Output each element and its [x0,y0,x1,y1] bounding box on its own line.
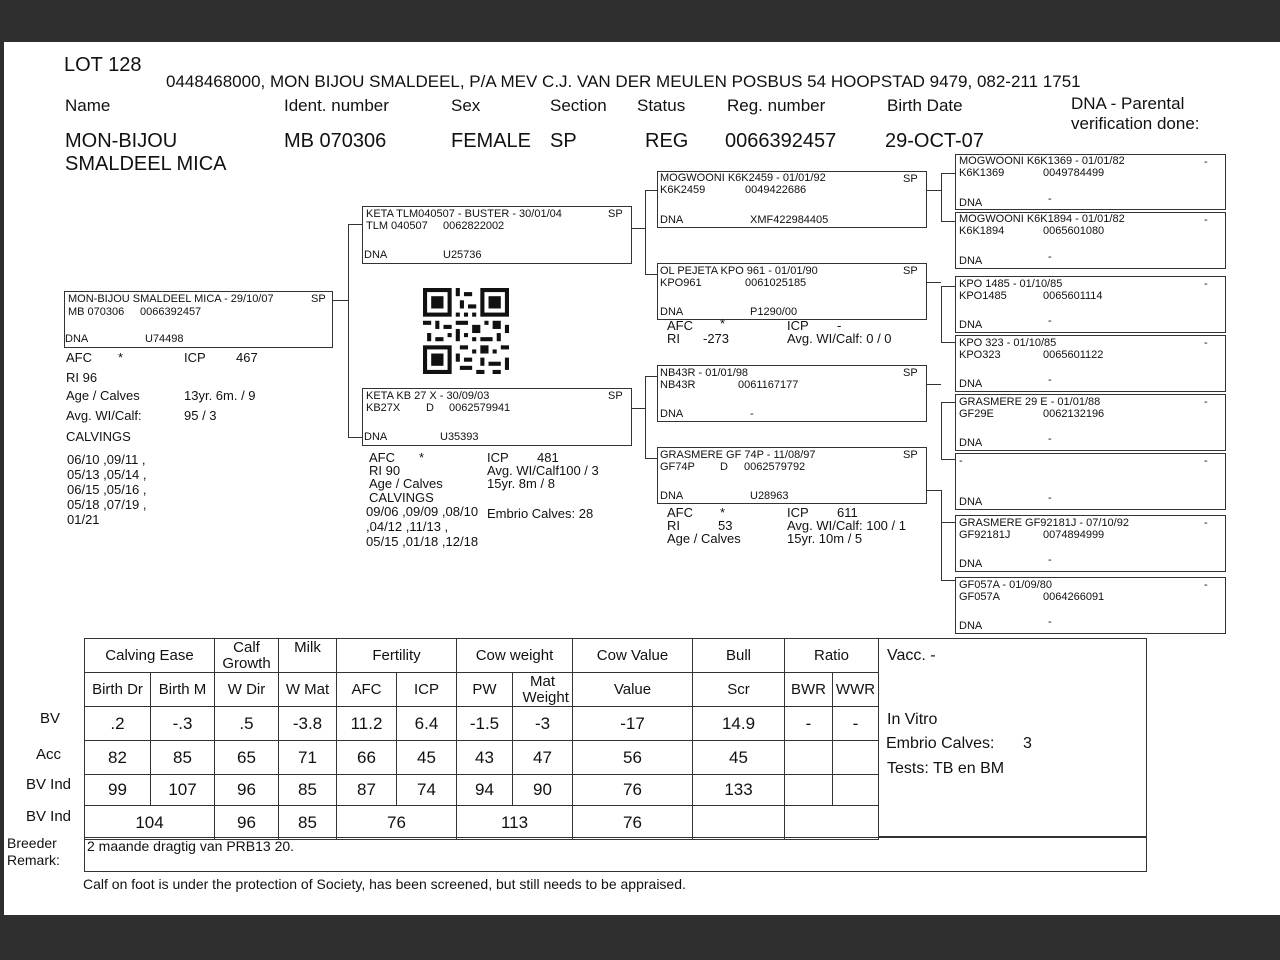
self-calving-3: 06/15 ,05/16 , [67,482,147,497]
sire-sp: SP [608,208,623,220]
dam-box [362,388,632,446]
bvind-cell [833,775,879,806]
bv-cell: .5 [215,707,279,741]
self-sp: SP [311,293,326,305]
self-icp-val: 467 [236,350,258,365]
bv-cell: 14.9 [693,707,785,741]
connector [632,228,645,229]
bv-cell: -.3 [151,707,215,741]
embrio-value: 3 [1023,735,1032,752]
row-label-acc: Acc [36,746,62,763]
connector [941,173,942,221]
ggp1-dna-label: DNA [959,197,983,209]
ggp1-dash: - [1204,156,1208,168]
qr-code [423,288,509,374]
breeding-values-table [84,638,879,840]
dam-calving-1: 09/06 ,09/09 ,08/10 [366,504,479,519]
gp4-dna-label: DNA [660,490,684,502]
bv-cell: -17 [573,707,693,741]
self-id: MB 070306 [68,306,125,318]
animal-name-2: SMALDEEL MICA [65,153,227,175]
connector [941,342,955,343]
gp1-dna-label: DNA [660,214,684,226]
ggp5-reg: 0062132196 [1043,408,1105,420]
ggp8-reg: 0064266091 [1043,591,1105,603]
bvind-cell: 94 [457,775,513,806]
gp2-id: KPO961 [660,277,702,289]
self-afc-label: AFC [66,350,92,365]
gp4-age-label: Age / Calves [667,531,741,546]
gp-box-1 [657,171,927,228]
dam-id: KB27X [366,402,401,414]
connector [645,376,657,377]
ggp4-dna-label: DNA [959,378,983,390]
ggp1-reg: 0049784499 [1043,167,1105,179]
gp4-d: D [720,461,728,473]
gp2-sp: SP [903,265,918,277]
gp2-dna-code: P1290/00 [750,306,798,318]
ggp7-reg: 0074894999 [1043,529,1105,541]
gp3-sp: SP [903,367,918,379]
remark-label-1: Breeder [7,835,57,851]
ggp-box-5 [955,394,1226,451]
group-milk: Milk [279,639,337,673]
remark-box [84,837,1147,872]
bvind2-cell: 76 [573,806,693,840]
connector [941,580,955,581]
ggp6-dna-code: - [1048,492,1052,504]
gp4-icp-val: 611 [837,505,858,520]
dam-afc-label: AFC [369,450,395,465]
connector [941,459,955,460]
acc-cell: 71 [279,741,337,775]
bvind2-cell: 104 [85,806,215,840]
gp4-afc-label: AFC [667,505,693,520]
ggp3-dash: - [1204,278,1208,290]
acc-cell: 56 [573,741,693,775]
gp2-title: OL PEJETA KPO 961 - 01/01/90 [660,265,818,277]
self-calving-2: 05/13 ,05/14 , [67,467,147,482]
gp2-wi: Avg. WI/Calf: 0 / 0 [787,331,892,346]
remark-label-2: Remark: [7,852,60,868]
group-calf-growth [215,639,279,673]
animal-name-1: MON-BIJOU [65,130,178,152]
row-label-bv: BV [40,710,61,727]
bvind2-cell [693,806,785,840]
bvind-cell: 85 [279,775,337,806]
gp-box-2 [657,263,927,320]
subhead-birth-m: Birth M [151,673,215,707]
animal-birth: 29-OCT-07 [885,130,984,152]
bvind2-cell: 113 [457,806,573,840]
bv-cell: -3 [513,707,573,741]
acc-cell [785,741,833,775]
self-calving-5: 01/21 [67,512,100,527]
connector [645,190,657,191]
ggp5-title: GRASMERE 29 E - 01/01/88 [959,396,1101,408]
subhead-w-dir: W Dir [215,673,279,707]
ggp3-reg: 0065601114 [1043,290,1103,302]
bv-cell: - [833,707,879,741]
gp2-dna-label: DNA [660,306,684,318]
connector [927,490,941,491]
connector [941,286,942,342]
ggp5-id: GF29E [959,408,994,420]
connector [333,300,348,301]
group-calf-growth-label: Calf Growth [222,638,271,672]
gp1-id: K6K2459 [660,184,706,196]
connector [941,173,955,174]
group-ratio: Ratio [785,639,879,673]
dam-age-label: Age / Calves [369,476,443,491]
group-cow-value: Cow Value [573,639,693,673]
ggp7-title: GRASMERE GF92181J - 07/10/92 [959,517,1129,529]
dam-wi: Avg. WI/Calf100 / 3 [487,463,599,478]
group-calving-ease: Calving Ease [85,639,215,673]
ggp6-dna-label: DNA [959,496,983,508]
bvind-cell: 74 [397,775,457,806]
acc-cell: 82 [85,741,151,775]
bv-cell: 11.2 [337,707,397,741]
gp2-icp-label: ICP [787,318,809,333]
ggp6-dash: - [1204,455,1208,467]
group-fertility: Fertility [337,639,457,673]
gp4-age-val: 15yr. 10m / 5 [787,531,863,546]
subhead-birth-dr: Birth Dr [85,673,151,707]
subhead-mat-weight [513,673,573,707]
connector [927,282,941,283]
connector [348,437,363,438]
ggp-box-4 [955,335,1226,392]
sire-dna-code: U25736 [443,249,482,261]
ggp4-dash: - [1204,337,1208,349]
self-wi-label: Avg. WI/Calf: [66,408,142,423]
gp1-sp: SP [903,173,918,185]
gp4-afc-val: * [720,505,726,520]
ggp2-title: MOGWOONI K6K1894 - 01/01/82 [959,213,1125,225]
bvind-cell: 90 [513,775,573,806]
ggp2-dna-code: - [1048,251,1052,263]
bvind2-cell: 96 [215,806,279,840]
gp1-dna-code: XMF422984405 [750,214,829,226]
label-ident: Ident. number [284,96,389,115]
ggp6-title: - [959,455,963,467]
dam-icp-val: 481 [537,450,559,465]
bvind-cell: 76 [573,775,693,806]
dam-afc-val: * [419,450,425,465]
subhead-pw: PW [457,673,513,707]
connector [645,458,657,459]
ggp7-dna-code: - [1048,554,1052,566]
subhead-bwr: BWR [785,673,833,707]
acc-cell [833,741,879,775]
ggp1-id: K6K1369 [959,167,1005,179]
gp4-reg: 0062579792 [744,461,806,473]
subhead-icp: ICP [397,673,457,707]
dam-dna-label: DNA [364,431,388,443]
ggp-box-6 [955,453,1226,510]
tests-text: Tests: TB en BM [887,760,1005,777]
gp3-reg: 0061167177 [738,379,799,391]
gp4-wi: Avg. WI/Calf: 100 / 1 [787,518,906,533]
ggp7-dna-label: DNA [959,558,983,570]
connector [941,522,955,523]
ggp2-dna-label: DNA [959,255,983,267]
gp1-title: MOGWOONI K6K2459 - 01/01/92 [660,172,826,184]
gp2-ri-label: RI [667,331,680,346]
dam-sp: SP [608,390,623,402]
side-panel [878,638,1147,837]
connector [941,402,955,403]
dam-reg: 0062579941 [449,402,511,414]
ggp2-dash: - [1204,214,1208,226]
ggp3-title: KPO 1485 - 01/10/85 [959,278,1063,290]
self-calving-4: 05/18 ,07/19 , [67,497,147,512]
ggp2-reg: 0065601080 [1043,225,1105,237]
ggp5-dna-label: DNA [959,437,983,449]
ggp8-dna-code: - [1048,616,1052,628]
dam-dna-code: U35393 [440,431,479,443]
gp-box-4 [657,447,927,504]
ggp-box-1 [955,154,1226,210]
ggp8-dash: - [1204,579,1208,591]
connector [927,384,941,385]
bv-cell: -1.5 [457,707,513,741]
label-section: Section [550,96,607,115]
ggp8-dna-label: DNA [959,620,983,632]
group-bull: Bull [693,639,785,673]
in-vitro-text: In Vitro [887,711,938,728]
ggp7-dash: - [1204,517,1208,529]
connector [941,402,942,459]
subhead-scr: Scr [693,673,785,707]
gp3-id: NB43R [660,379,696,391]
gp3-dna-label: DNA [660,408,684,420]
animal-reg: 0066392457 [725,130,837,152]
connector [348,224,363,225]
ggp3-dna-code: - [1048,315,1052,327]
connector [941,490,942,580]
sire-dna-label: DNA [364,249,388,261]
self-dna-label: DNA [65,333,89,345]
bvind2-cell: 85 [279,806,337,840]
pedigree-sheet [4,42,1280,915]
label-status: Status [637,96,686,115]
gp3-dna-code: - [750,408,754,420]
bv-cell: .2 [85,707,151,741]
bv-cell: 6.4 [397,707,457,741]
connector [348,224,349,437]
self-calvings-label: CALVINGS [66,429,131,444]
ggp4-id: KPO323 [959,349,1001,361]
sire-title: KETA TLM040507 - BUSTER - 30/01/04 [366,208,562,220]
row-label-bvind-2: BV Ind [26,808,72,825]
gp4-ri-label: RI [667,518,680,533]
bvind-cell: 99 [85,775,151,806]
vacc-text: Vacc. - [887,647,936,664]
ggp8-id: GF057A [959,591,1000,603]
subhead-w-mat: W Mat [279,673,337,707]
self-afc-val: * [118,350,124,365]
gp4-ri-val: 53 [718,518,733,533]
ggp1-dna-code: - [1048,193,1052,205]
lot-number: LOT 128 [64,54,142,76]
self-calving-1: 06/10 ,09/11 , [67,452,146,467]
bv-cell: -3.8 [279,707,337,741]
footer-note: Calf on foot is under the protection of Society, has been screened, but still needs to be appraised. [83,876,686,892]
ggp-box-7 [955,515,1226,572]
gp4-id: GF74P [660,461,695,473]
dam-embrio: Embrio Calves: 28 [487,506,594,521]
self-age-val: 13yr. 6m. / 9 [184,388,256,403]
owner-line: 0448468000, MON BIJOU SMALDEEL, P/A MEV C.J. VAN DER MEULEN POSBUS 54 HOOPSTAD 9479, 082-211 1751 [166,72,1081,91]
animal-ident: MB 070306 [284,130,387,152]
ggp4-reg: 0065601122 [1043,349,1104,361]
dam-calving-3: 05/15 ,01/18 ,12/18 [366,534,479,549]
ggp5-dash: - [1204,396,1208,408]
ggp3-id: KPO1485 [959,290,1007,302]
acc-cell: 43 [457,741,513,775]
bvind-cell: 87 [337,775,397,806]
label-sex: Sex [451,96,481,115]
dam-age-val: 15yr. 8m / 8 [487,476,555,491]
sire-id: TLM 040507 [366,220,428,232]
self-box [64,291,333,348]
bvind-cell [785,775,833,806]
ggp8-title: GF057A - 01/09/80 [959,579,1052,591]
bvind-cell: 107 [151,775,215,806]
dam-calving-2: ,04/12 ,11/13 , [366,519,449,534]
connector [645,376,646,458]
animal-sex: FEMALE [451,130,532,152]
embrio-label: Embrio Calves: [886,735,995,752]
connector [927,190,941,191]
ggp4-dna-code: - [1048,374,1052,386]
ggp3-dna-label: DNA [959,319,983,331]
gp2-ri-val: -273 [703,331,730,346]
acc-cell: 65 [215,741,279,775]
self-title: MON-BIJOU SMALDEEL MICA - 29/10/07 [68,293,274,305]
gp2-icp-val: - [837,318,842,333]
ggp4-title: KPO 323 - 01/10/85 [959,337,1057,349]
self-icp-label: ICP [184,350,206,365]
acc-cell: 66 [337,741,397,775]
ggp5-dna-code: - [1048,433,1052,445]
connector [645,274,657,275]
group-cow-weight: Cow weight [457,639,573,673]
acc-cell: 85 [151,741,215,775]
bvind-cell: 133 [693,775,785,806]
ggp2-id: K6K1894 [959,225,1005,237]
self-ri: RI 96 [66,370,98,385]
remark-text: 2 maande dragtig van PRB13 20. [87,838,295,854]
gp-box-3 [657,365,927,422]
row-label-bvind: BV Ind [26,776,72,793]
self-reg: 0066392457 [140,306,202,318]
dam-title: KETA KB 27 X - 30/09/03 [366,390,490,402]
label-dna-2: verification done: [1071,114,1200,133]
dam-calvings-label: CALVINGS [369,490,434,505]
self-dna-code: U74498 [145,333,184,345]
acc-cell: 45 [693,741,785,775]
subhead-value: Value [573,673,693,707]
label-name: Name [65,96,111,115]
label-birth: Birth Date [887,96,963,115]
self-wi-val: 95 / 3 [184,408,217,423]
bvind2-cell: 76 [337,806,457,840]
bvind2-cell [785,806,879,840]
sire-box [362,206,632,264]
gp2-afc-val: * [720,316,726,331]
gp4-title: GRASMERE GF 74P - 11/08/97 [660,449,816,461]
dam-d: D [426,402,434,414]
subhead-mat-weight-label: Mat Weight [522,672,569,706]
gp2-reg: 0061025185 [745,277,807,289]
gp4-icp-label: ICP [787,505,809,520]
ggp1-title: MOGWOONI K6K1369 - 01/01/82 [959,155,1125,167]
dam-icp-label: ICP [487,450,509,465]
animal-status: REG [645,130,689,152]
label-reg: Reg. number [727,96,826,115]
ggp-box-3 [955,276,1226,333]
ggp-box-2 [955,212,1226,269]
acc-cell: 47 [513,741,573,775]
gp4-sp: SP [903,449,918,461]
gp3-title: NB43R - 01/01/98 [660,367,749,379]
ggp-box-8 [955,577,1226,634]
gp1-reg: 0049422686 [745,184,807,196]
subhead-wwr: WWR [833,673,879,707]
bv-cell: - [785,707,833,741]
acc-cell: 45 [397,741,457,775]
connector [645,190,646,274]
animal-section: SP [550,130,577,152]
subhead-afc: AFC [337,673,397,707]
dam-ri: RI 90 [369,463,401,478]
sire-reg: 0062822002 [443,220,505,232]
connector [941,286,955,287]
gp4-dna-code: U28963 [750,490,789,502]
gp2-afc-label: AFC [667,318,693,333]
connector [632,408,645,409]
label-dna-1: DNA - Parental [1071,94,1185,113]
self-age-label: Age / Calves [66,388,140,403]
connector [941,221,955,222]
ggp7-id: GF92181J [959,529,1011,541]
bvind-cell: 96 [215,775,279,806]
